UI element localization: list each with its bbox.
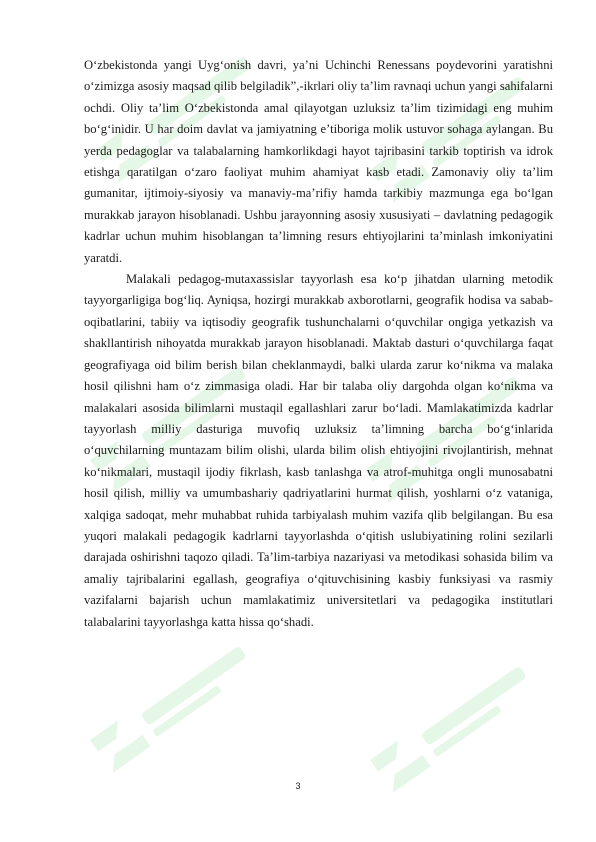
paragraph-1: O‘zbekistonda yangi Uyg‘onish davri, ya’ni Uchinchi Renessans poydevorini yaratishni o‘zimizga asosiy maqsad qilib belgiladik”,-ikrlari oliy ta’lim ravnaqi uchun yangi sahifalarni ochdi. Oliy ta’lim O‘zbekistonda amal qilayotgan uzluksiz ta’lim tizimidagi eng muhim bo‘g‘inidir. U har doim davlat va jamiyatning e’tiboriga molik ustuvor sohaga aylangan. Bu yerda pedagoglar va talabalarning hamkorlikdagi hayot tajribasini tarkib toptirish va idrok etishga qaratilgan o‘zaro faoliyat muhim ahamiyat kasb etadi. Zamonaviy oliy ta’lim gumanitar, ijtimoiy-siyosiy va manaviy-ma’rifiy hamda tarkibiy mazmunga ega bo‘lgan murakkab jarayon hisoblanadi. Ushbu jarayonning asosiy xususiyati – davlatning pedagogik kadrlar uchun muhim hisoblangan ta’limning resurs ehtiyojlarini ta’minlash imkoniyatini yaratdi.	[84, 58, 553, 265]
page-number: 3	[295, 781, 301, 791]
document-body	[84, 55, 553, 633]
paragraph-2: Malakali pedagog-mutaxassislar tayyorlash esa ko‘p jihatdan ularning metodik tayyorgarligiga bog‘liq. Ayniqsa, hozirgi murakkab axborotlarni, geografik hodisa va sabab-oqibatlarini, tabiiy va iqtisodiy geografik tushunchalarni o‘quvchilar ongiga yetkazish va shakllantirish nihoyatda murakkab jarayon hisoblanadi. Maktab dasturi o‘quvchilarga faqat geografiyaga oid bilim berish bilan cheklanmaydi, balki ularda zarur ko‘nikma va malaka hosil qilishni ham o‘z zimmasiga oladi. Har bir talaba oliy dargohda olgan ko‘nikma va malakalari asosida bilimlarni mustaqil egallashlari zarur bo‘ladi. Mamlakatimizda kadrlar tayyorlash milliy dasturiga muvofiq uzluksiz ta’limning barcha bo‘g‘inlarida o‘quvchilarning muntazam bilim olishi, ularda bilim olish ehtiyojini rivojlantirish, mehnat ko‘nikmalari, mustaqil ijodiy fikrlash, kasb tanlashga va atrof-muhitga ongli munosabatni hosil qilish, milliy va umumbashariy qadriyatlarini hurmat qilish, yoshlarni o‘z vataniga, xalqiga sadoqat, mehr muhabbat ruhida tarbiyalash muhim vazifa qlib belgilangan. Bu esa yuqori malakali pedagogik kadrlarni tayyorlashda o‘qitish uslubiyatining rolini sezilarli darajada oshirishni taqozo qiladi. Ta’lim-tarbiya nazariyasi va metodikasi sohasida bilim va amaliy tajribalarini egallash, geografiya o‘qituvchisining kasbiy funksiyasi va rasmiy vazifalarni bajarish uchun mamlakatimiz universitetlari va pedagogika institutlari talabalarini tayyorlashga katta hissa qo‘shadi.	[84, 272, 553, 629]
